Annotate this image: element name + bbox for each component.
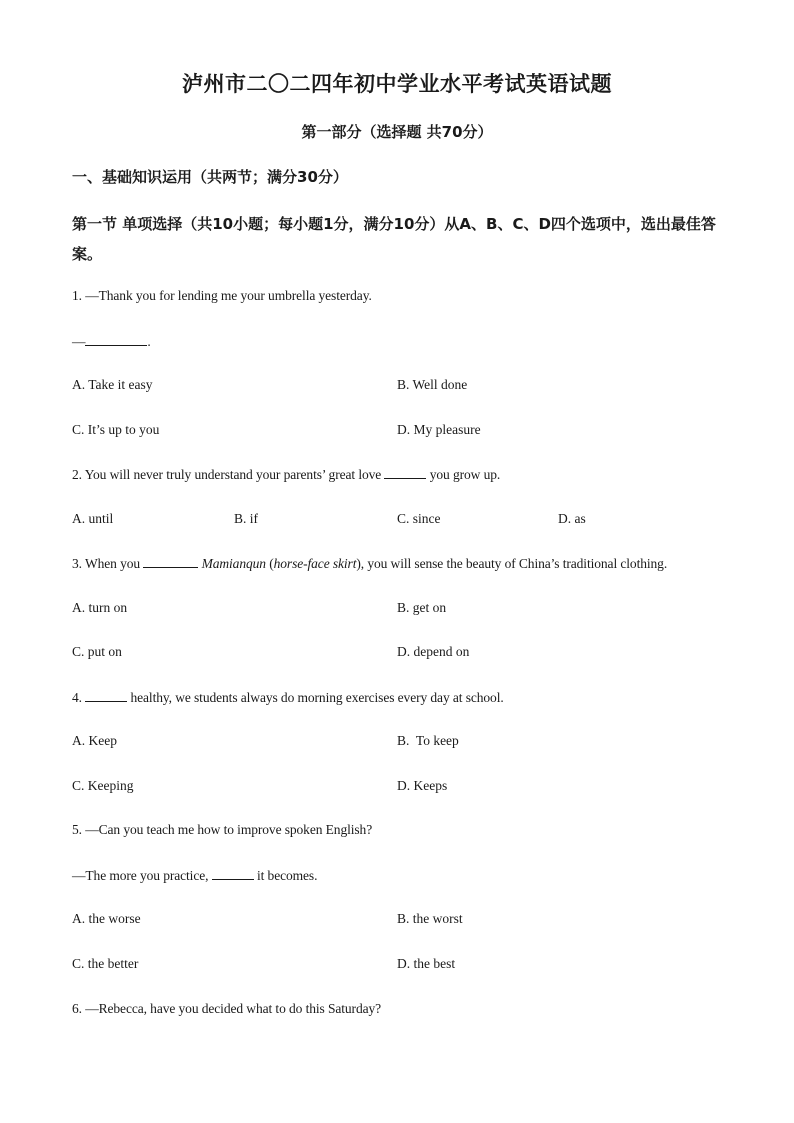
italic-gloss: horse-face skirt [273, 556, 357, 571]
question-1-stem: 1. —Thank you for lending me your umbrella yesterday. [72, 288, 372, 303]
question-4-option-c: C. Keeping [72, 778, 134, 793]
answer-blank [85, 689, 127, 702]
answer-blank [85, 333, 147, 346]
question-2-stem [72, 466, 500, 483]
question-3-option-b: B. get on [397, 600, 447, 615]
question-3-option-d: D. depend on [397, 644, 470, 659]
question-4-option-a: A. Keep [72, 733, 117, 748]
question-5-option-a: A. the worse [72, 911, 141, 926]
question-5-option-d: D. the best [397, 956, 456, 971]
question-1-option-d: D. My pleasure [397, 422, 481, 437]
question-5-stem: 5. —Can you teach me how to improve spoken English? [72, 822, 373, 837]
question-2-option-d: D. as [558, 511, 586, 526]
stem-part: 4. [72, 690, 82, 705]
exam-title: 泸州市二〇二四年初中学业水平考试英语试题 [182, 72, 612, 96]
answer-blank [384, 466, 426, 479]
question-6-stem: 6. —Rebecca, have you decided what to do this Saturday? [72, 1001, 382, 1016]
answer-blank [143, 555, 198, 568]
question-2-option-a: A. until [72, 511, 114, 526]
question-1-option-a: A. Take it easy [72, 377, 153, 392]
section-heading: 一、基础知识运用（共两节；满分30分） [72, 168, 348, 186]
question-3-option-c: C. put on [72, 644, 122, 659]
question-1-reply [72, 333, 151, 350]
stem-part: you grow up. [429, 467, 501, 482]
part-heading: 第一部分（选择题 共70分） [301, 123, 493, 141]
stem-part: ( [265, 556, 274, 571]
stem-part: ), you will sense the beauty of China’s traditional clothing. [356, 556, 668, 571]
question-1-option-c: C. It’s up to you [72, 422, 160, 437]
question-3-option-a: A. turn on [72, 600, 128, 615]
stem-part: 2. You will never truly understand your parents’ great love [72, 467, 382, 482]
reply-dash: — [72, 334, 86, 349]
stem-part: 3. When you [72, 556, 141, 571]
question-2-option-c: C. since [397, 511, 441, 526]
question-5-option-c: C. the better [72, 956, 139, 971]
italic-term: Mamianqun [201, 556, 266, 571]
stem-part: —The more you practice, [72, 868, 209, 883]
question-4-stem [72, 689, 504, 706]
question-4-option-d: D. Keeps [397, 778, 448, 793]
section-instructions: 第一节 单项选择（共10小题；每小题1分，满分10分）从A、B、C、D四个选项中，选出最佳答案。 [72, 215, 716, 263]
question-4-option-b: B. To keep [397, 733, 459, 748]
question-3-stem [72, 555, 667, 572]
question-5-reply [72, 867, 317, 884]
stem-part: it becomes. [256, 868, 318, 883]
reply-period: . [147, 334, 151, 349]
question-5-option-b: B. the worst [397, 911, 463, 926]
answer-blank [212, 867, 254, 880]
question-1-option-b: B. Well done [397, 377, 468, 392]
stem-part: healthy, we students always do morning exercises every day at school. [130, 690, 504, 705]
question-2-option-b: B. if [234, 511, 259, 526]
